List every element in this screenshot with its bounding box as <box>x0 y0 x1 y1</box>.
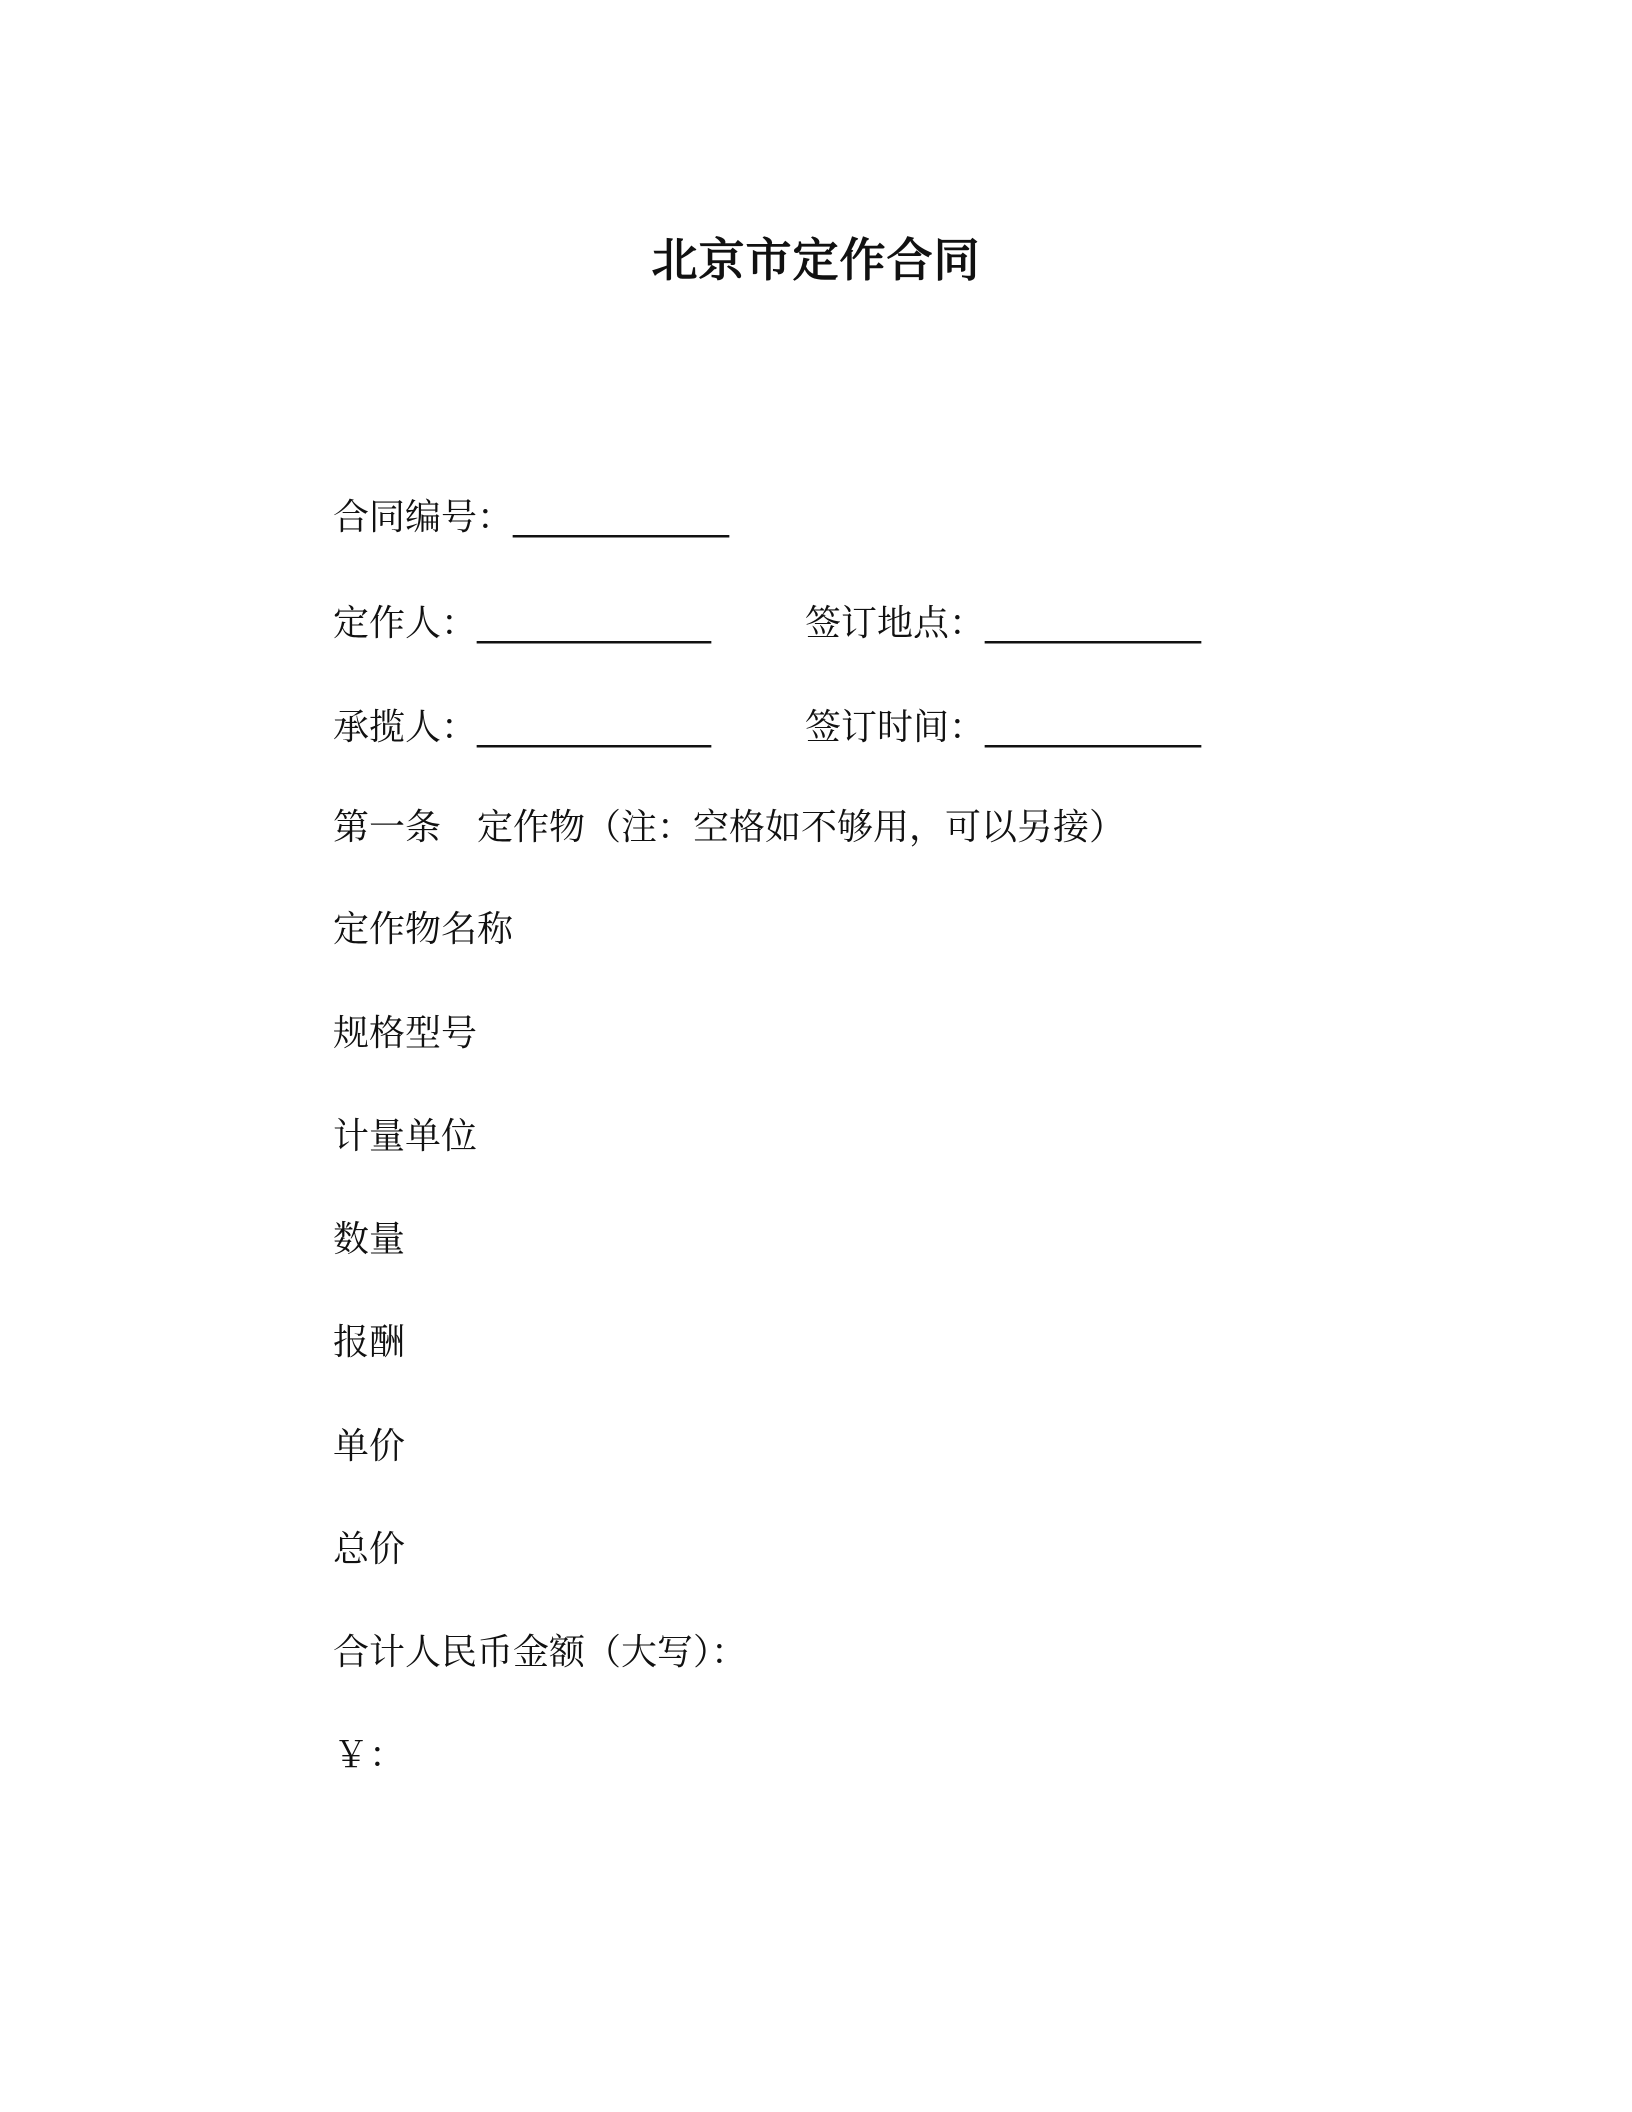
sign-time-field <box>805 707 1201 748</box>
contract-number-line <box>333 494 729 542</box>
article-1-heading: 第一条 定作物（注：空格如不够用，可以另接） <box>333 807 1126 848</box>
sign-place-label: 签订地点： <box>805 603 986 644</box>
sign-time-blank: ____________ <box>985 707 1202 748</box>
orderer-blank: _____________ <box>477 603 712 644</box>
orderer-line <box>333 600 1201 648</box>
item-unit-price: 单价 <box>333 1426 406 1467</box>
total-amount-uppercase: 合计人民币金额（大写）： <box>333 1632 748 1673</box>
total-amount-yuan: ￥： <box>333 1735 406 1776</box>
contractor-blank: _____________ <box>477 707 712 748</box>
item-remuneration: 报酬 <box>333 1322 406 1363</box>
item-quantity: 数量 <box>333 1219 406 1260</box>
sign-time-label: 签订时间： <box>805 707 986 748</box>
contractor-line <box>333 704 1201 752</box>
contract-number-blank: ____________ <box>513 497 730 538</box>
sign-place-field <box>805 603 1201 644</box>
contractor-field <box>333 704 805 752</box>
sign-place-blank: ____________ <box>985 603 1202 644</box>
document-title: 北京市定作合同 <box>651 233 981 287</box>
contractor-label: 承揽人： <box>333 707 478 748</box>
contract-number-label: 合同编号： <box>333 497 514 538</box>
item-name: 定作物名称 <box>333 909 514 950</box>
orderer-label: 定作人： <box>333 603 478 644</box>
orderer-field <box>333 600 805 648</box>
item-unit: 计量单位 <box>333 1116 478 1157</box>
item-spec: 规格型号 <box>333 1013 478 1054</box>
item-total-price: 总价 <box>333 1529 406 1570</box>
